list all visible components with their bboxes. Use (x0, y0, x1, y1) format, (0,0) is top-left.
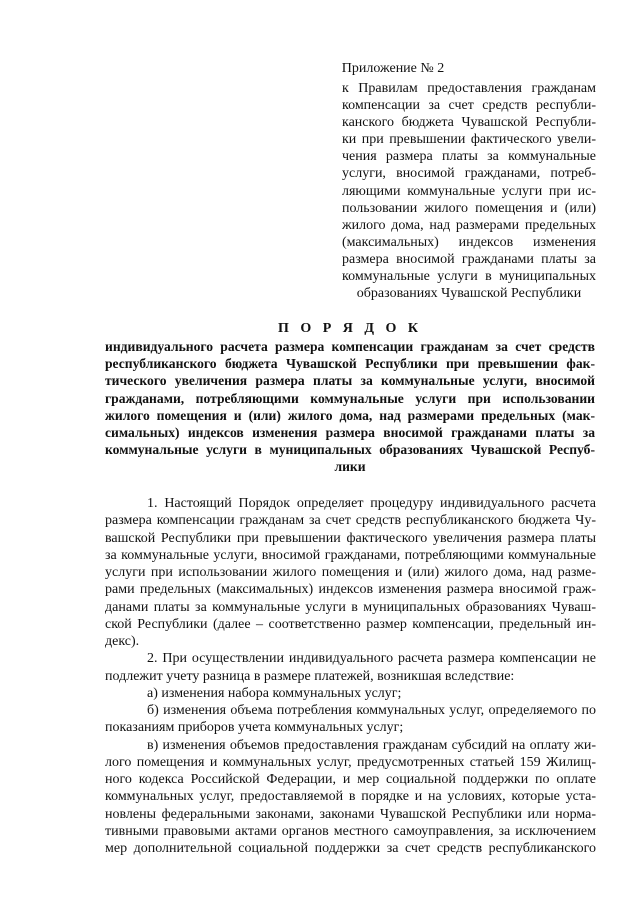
body-line: в) изменения объемов предоставления гражданам субсидий на оплату жи- (147, 737, 596, 753)
body-line: тивными правовыми актами органов местного самоуправления, за исключением (105, 823, 596, 839)
subtitle-line: коммунальные услуги в муниципальных образованиях Чувашской Респуб- (105, 442, 595, 458)
appendix-line: ки при превышении фактического увели- (342, 132, 596, 148)
body-line: услуги при использовании жилого помещения и (или) жилого дома, над разме- (105, 565, 596, 580)
body-line: показаниям приборов учета коммунальных услуг; (105, 720, 404, 736)
appendix-line: размера вносимой гражданами платы за (342, 251, 596, 267)
body-line: б) изменения объема потребления коммунальных услуг, определяемого по (147, 703, 596, 718)
subtitle-line: гражданами, потребляющими коммунальные услуги при использовании (105, 390, 595, 406)
appendix-line: пользовании жилого помещения и (или) (342, 200, 596, 216)
appendix-line: (максимальных) индексов изменения (342, 234, 596, 250)
body-line: за коммунальные услуги, вносимой гражданами, потребляющими коммунальные (105, 547, 596, 563)
body-line: вашской Республики при превышении фактического увеличения размера платы (105, 530, 596, 546)
body-line: подлежит учету разница в размере платежей, возникшая вследствие: (105, 668, 515, 684)
subtitle-line: лики (334, 459, 366, 475)
appendix-line: образованиях Чувашской Республики (356, 286, 582, 302)
body-line: новлены федеральными законами, законами Чувашской Республики или норма- (105, 806, 596, 822)
subtitle-line: жилого помещения и (или) жилого дома, над размерами предельных (мак- (105, 407, 595, 423)
appendix-line: чения размера платы за коммунальные (342, 149, 596, 165)
body-line: лого помещения и коммунальных услуг, предусмотренных статьей 159 Жилищ- (105, 754, 596, 770)
document-subtitle (105, 338, 595, 476)
body-line: коммунальных услуг, предоставляемой в порядке и на условиях, которые уста- (105, 789, 596, 805)
subtitle-line: тического увеличения размера платы за коммунальные услуги, вносимой (105, 373, 595, 389)
body-line: мер дополнительной социальной поддержки за счет средств республиканского (105, 841, 596, 856)
body-line: 1. Настоящий Порядок определяет процедуру индивидуального расчета (147, 496, 596, 511)
subtitle-line: индивидуального расчета размера компенсации гражданам за счет средств (105, 339, 595, 354)
document-title: П О Р Я Д О К (277, 321, 423, 336)
appendix-reference (342, 80, 596, 302)
body-line: ного кодекса Российской Федерации, и мер социальной поддержки по оплате (105, 772, 596, 787)
body-line: ской Республики (далее – соответственно размер компенсации, предельный ин- (105, 616, 596, 632)
subtitle-line: республиканского бюджета Чувашской Республики при превышении фак- (105, 356, 595, 372)
body-line: а) изменения набора коммунальных услуг; (147, 685, 402, 701)
document-body (105, 495, 596, 857)
body-line: декс). (105, 634, 140, 649)
body-line: данами платы за коммунальные услуги в муниципальных образованиях Чуваш- (105, 599, 596, 615)
appendix-line: ляющими коммунальные услуги при ис- (342, 183, 596, 199)
body-line: размера компенсации гражданам за счет средств республиканского бюджета Чу- (105, 513, 596, 529)
appendix-line: канского бюджета Чувашской Республи- (342, 115, 596, 131)
appendix-title: Приложение № 2 (341, 61, 445, 76)
appendix-line: жилого дома, над размерами предельных (342, 217, 596, 233)
appendix-line: коммунальные услуги в муниципальных (342, 269, 596, 285)
subtitle-line: симальных) индексов изменения размера вносимой гражданами платы за (105, 425, 595, 441)
appendix-line: услуги, вносимой гражданами, потреб- (342, 166, 596, 182)
appendix-line: к Правилам предоставления гражданам (342, 81, 596, 96)
body-line: рами предельных (максимальных) индексов изменения размера вносимой граж- (105, 582, 596, 598)
body-line: 2. При осуществлении индивидуального расчета размера компенсации не (147, 651, 596, 667)
appendix-line: компенсации за счет средств республи- (342, 98, 596, 114)
